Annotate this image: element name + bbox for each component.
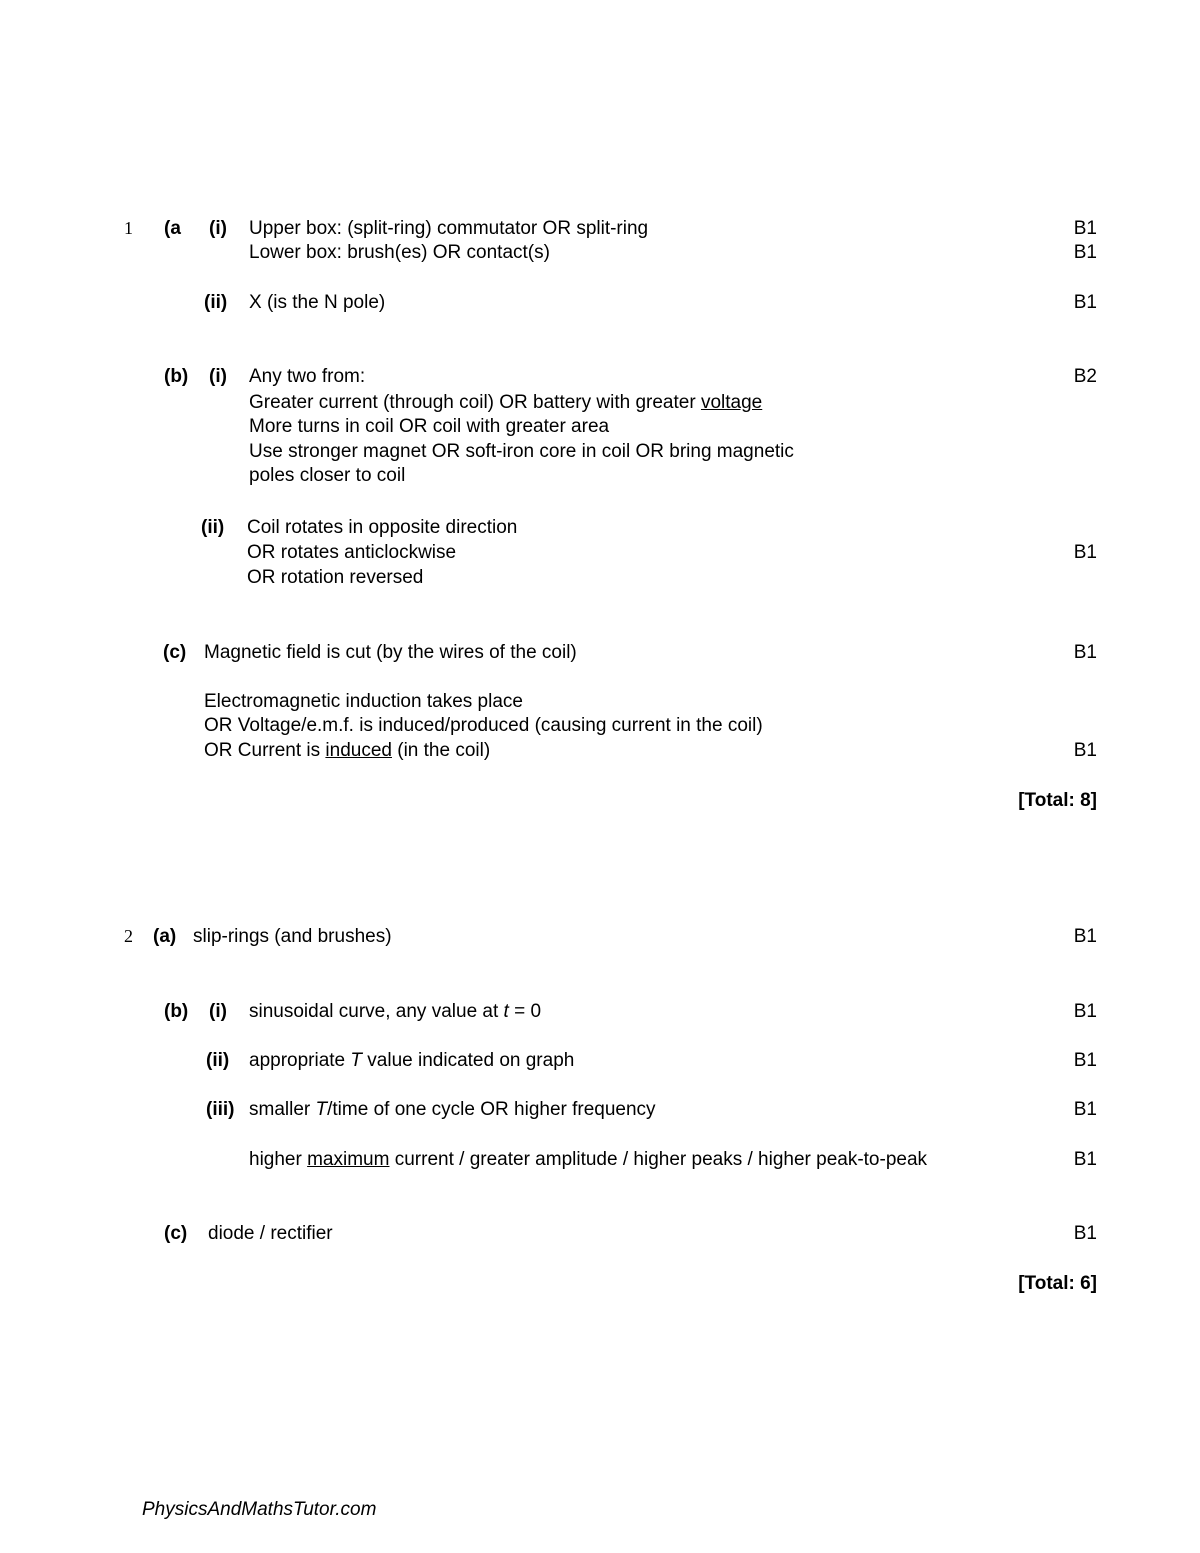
answer-line: X (is the N pole) [249, 292, 386, 313]
part-label: (a) [153, 926, 177, 947]
answer-line: Lower box: brush(es) OR contact(s) [249, 242, 550, 263]
part-label: (a [164, 218, 181, 239]
mark: B1 [1073, 1149, 1097, 1170]
underlined-keyword: induced [325, 740, 392, 761]
answer-line: diode / rectifier [208, 1223, 333, 1244]
subpart-label: (ii) [201, 517, 225, 538]
mark: B1 [1073, 642, 1097, 663]
question-number: 1 [124, 218, 133, 238]
total-marks: [Total: 8] [1018, 790, 1097, 811]
mark: B2 [1073, 366, 1097, 387]
mark: B1 [1073, 1001, 1097, 1022]
total-marks: [Total: 6] [1018, 1273, 1097, 1294]
mark: B1 [1073, 1050, 1097, 1071]
answer-line: appropriate T value indicated on graph [249, 1050, 575, 1071]
answer-line: Coil rotates in opposite direction [247, 517, 518, 538]
mark: B1 [1073, 1099, 1097, 1120]
answer-line: More turns in coil OR coil with greater area [249, 416, 610, 437]
answer-line: OR rotation reversed [247, 567, 424, 588]
mark: B1 [1073, 1223, 1097, 1244]
answer-line: Any two from: [249, 366, 366, 387]
subpart-label: (i) [209, 218, 227, 239]
answer-line: OR Current is induced (in the coil) [204, 740, 491, 761]
answer-line: Magnetic field is cut (by the wires of the coil) [204, 642, 577, 663]
subpart-label: (ii) [204, 292, 228, 313]
mark: B1 [1073, 218, 1097, 239]
question-number: 2 [124, 926, 133, 946]
mark: B1 [1073, 542, 1097, 563]
footer-source: PhysicsAndMathsTutor.com [142, 1499, 377, 1520]
answer-line: slip-rings (and brushes) [193, 926, 392, 947]
underlined-keyword: maximum [307, 1149, 390, 1170]
underlined-keyword: voltage [700, 392, 763, 413]
subpart-label: (i) [209, 1001, 227, 1022]
answer-line: Use stronger magnet OR soft-iron core in coil OR bring magnetic [249, 441, 794, 462]
mark: B1 [1073, 292, 1097, 313]
mark: B1 [1073, 926, 1097, 947]
answer-line: OR Voltage/e.m.f. is induced/produced (causing current in the coil) [204, 715, 763, 736]
answer-line: Upper box: (split-ring) commutator OR split-ring [249, 218, 649, 239]
mark: B1 [1073, 740, 1097, 761]
answer-line: poles closer to coil [249, 465, 406, 486]
subpart-label: (iii) [206, 1099, 235, 1120]
mark: B1 [1073, 242, 1097, 263]
part-label: (b) [164, 366, 189, 387]
part-label: (b) [164, 1001, 189, 1022]
answer-line: sinusoidal curve, any value at t = 0 [249, 1001, 542, 1022]
part-label: (c) [164, 1223, 188, 1244]
answer-line: higher maximum current / greater amplitude / higher peaks / higher peak-to-peak [249, 1149, 928, 1170]
answer-line: Greater current (through coil) OR battery with greater voltage [249, 392, 763, 413]
subpart-label: (ii) [206, 1050, 230, 1071]
answer-line: Electromagnetic induction takes place [204, 691, 523, 712]
subpart-label: (i) [209, 366, 227, 387]
answer-line: smaller T/time of one cycle OR higher frequency [249, 1099, 656, 1120]
part-label: (c) [163, 642, 187, 663]
answer-line: OR rotates anticlockwise [247, 542, 457, 563]
